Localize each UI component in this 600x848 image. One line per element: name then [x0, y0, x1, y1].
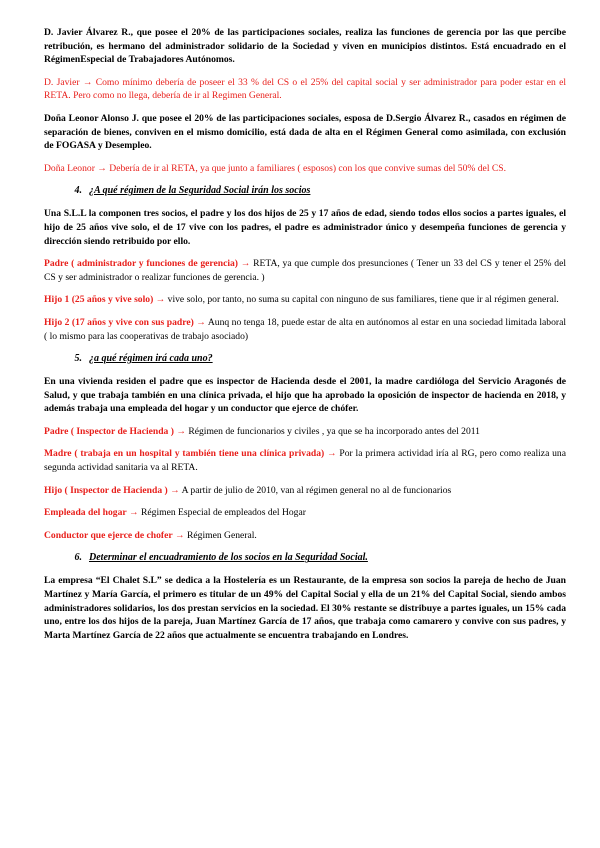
section-heading-5	[44, 352, 566, 366]
section-number: 4.	[74, 185, 82, 197]
answer-text: Aunq no tenga 18, puede estar de alta en autónomos al estar en una sociedad limitada laboral ( lo mismo para las cooperativas de trabajo asociado)	[44, 316, 566, 342]
section-heading-4	[44, 184, 566, 198]
arrow-icon: →	[172, 529, 187, 541]
paragraph-vivienda-case: En una vivienda residen el padre que es inspector de Hacienda desde el 2001, la madre cardióloga del Servicio Aragonés de Salud, y que trabaja también en una clínica privada, el hijo que ha aprobado la oposición de inspector de hacienda en 2018, y además trabaja una empleada del hogar y un conductor que ejerce de chófer.	[44, 376, 566, 415]
arrow-icon: →	[193, 316, 208, 328]
section-title: Determinar el encuadramiento de los socios en la Seguridad Social.	[89, 552, 368, 564]
section-heading-6	[44, 551, 566, 565]
answer-leonor: Doña Leonor → Debería de ir al RETA, ya que junto a familiares ( esposos) con los que convive sumas del 50% del CS.	[44, 162, 507, 174]
answer-label: Conductor que ejerce de chofer	[44, 529, 173, 541]
paragraph-javier-case: D. Javier Álvarez R., que posee el 20% de las participaciones sociales, realiza las funciones de gerencia por las que percibe retribución, es hermano del administrador solidario de la Sociedad y viven en municipios distintos. Está encuadrado en el RégimenEspecial de Trabajadores Autónomos.	[44, 27, 566, 66]
paragraph-leonor-case: Doña Leonor Alonso J. que posee el 20% de las participaciones sociales, esposa de D.Sergio Álvarez R., casados en régimen de separación de bienes, conviven en el mismo domicilio, está dada de alta en el Régimen General como asimilada, con exclusión de FOGASA y Desempleo.	[44, 112, 566, 152]
answer-padre	[44, 257, 566, 284]
answer-hijo-inspector	[44, 484, 566, 498]
answer-hijo-1	[44, 293, 566, 307]
answer-label: Madre ( trabaja en un hospital y también tiene una clínica privada)	[44, 448, 325, 460]
answer-text: Régimen General.	[187, 529, 257, 541]
answer-label: Hijo 1 (25 años y vive solo)	[44, 294, 154, 306]
answer-label: Hijo ( Inspector de Hacienda )	[44, 484, 168, 496]
arrow-icon: →	[173, 425, 189, 437]
answer-label: Empleada del hogar	[44, 507, 127, 519]
section-title: ¿a qué régimen irá cada uno?	[89, 353, 213, 365]
answer-label: Hijo 2 (17 años y vive con sus padre)	[44, 316, 194, 328]
answer-text: A partir de julio de 2010, van al régimen general no al de funcionarios	[181, 484, 452, 496]
arrow-icon: →	[238, 258, 254, 270]
paragraph-chalet-case: La empresa “El Chalet S.L” se dedica a la Hostelería es un Restaurante, de la empresa son socios la pareja de hecho de Juan Martínez y María García, el primero es titular de un 49% del Capital Social y ella de un 21% del Capital Social, siendo ambos administradores solidarios, los dos prestan servicios en la sociedad. El 30% restante se distribuye a partes iguales, un 15% cada uno, entre los dos hijos de la pareja, Juan Martínez García de 17 años, que trabaja como camarero y convive con sus padres, y Marta Martínez García de 22 años que actualmente se encuentra trabajando en Londres.	[44, 575, 566, 641]
arrow-icon: →	[126, 507, 142, 519]
arrow-icon: →	[167, 484, 182, 496]
answer-text: vive solo, por tanto, no suma su capital con ninguno de sus familiares, tiene que ir al régimen general.	[167, 294, 559, 306]
answer-label: Padre ( Inspector de Hacienda )	[44, 425, 174, 437]
answer-madre	[44, 447, 566, 474]
answer-javier: D. Javier → Como mínimo debería de poseer el 33 % del CS o el 25% del capital social y ser administrador para poder estar en el RETA. Pero como no llega, debería de ir al Regimen General.	[44, 76, 566, 102]
section-number: 6.	[74, 552, 82, 564]
document-page	[44, 26, 566, 642]
arrow-icon: →	[153, 294, 168, 306]
answer-text: Régimen de funcionarios y civiles , ya que se ha incorporado antes del 2011	[188, 425, 480, 437]
answer-text: Por la primera actividad iría al RG, pero como realiza una segunda actividad sanitaria va al RETA.	[44, 448, 566, 474]
paragraph-sll-case: Una S.L.L la componen tres socios, el padre y los dos hijos de 25 y 17 años de edad, siendo todos ellos socios a partes iguales, el hijo de 25 años vive solo, el de 17 vive con los padres, el padre es administrador único y desempeña funciones de gerencia y dirección siendo retribuido por ello.	[44, 208, 566, 247]
arrow-icon: →	[324, 448, 340, 460]
section-number: 5.	[74, 353, 82, 365]
answer-text: RETA, ya que cumple dos presunciones ( Tener un 33 del CS y tener el 25% del CS y ser administrador o realizar funciones de gerencia. )	[44, 258, 566, 283]
answer-label: Padre ( administrador y funciones de gerencia)	[44, 258, 239, 270]
answer-padre-inspector	[44, 425, 566, 439]
answer-empleada-hogar	[44, 506, 566, 520]
answer-conductor	[44, 529, 566, 543]
answer-text: Régimen Especial de empleados del Hogar	[141, 507, 306, 519]
answer-hijo-2	[44, 316, 566, 343]
section-title: ¿A qué régimen de la Seguridad Social irán los socios	[89, 185, 311, 197]
